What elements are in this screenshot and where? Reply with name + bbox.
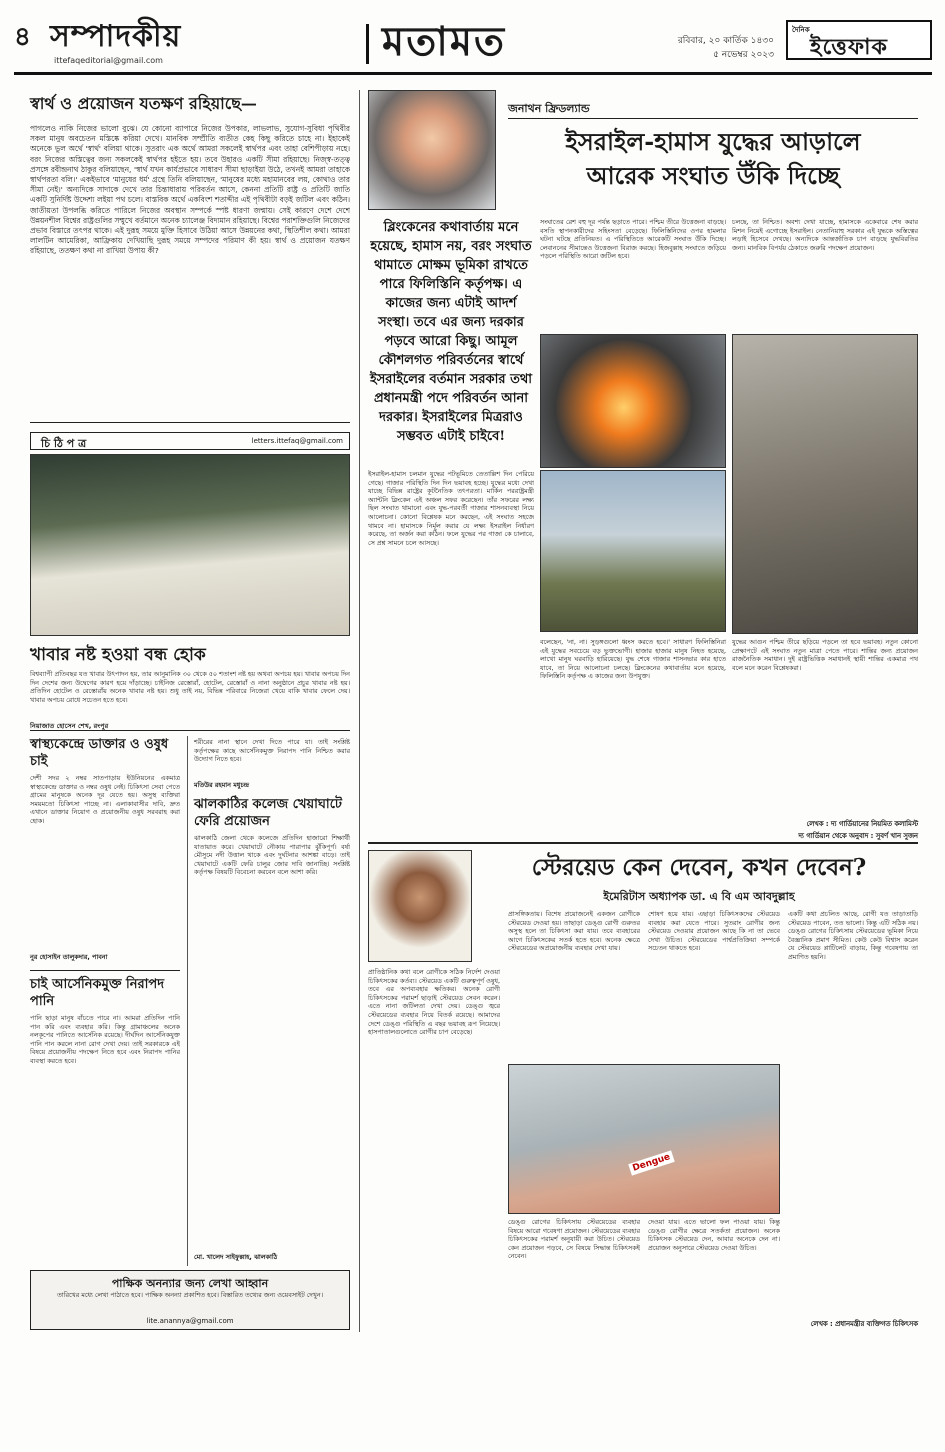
op-ed-1-credit-2: দ্য গার্ডিয়ান থেকে অনুবাদ : সুবর্ণ খান সুজন bbox=[798, 832, 918, 840]
opinion-title: মতামত bbox=[382, 18, 507, 65]
op-ed-1-headline-line-2: আরেক সংঘাত উঁকি দিচ্ছে bbox=[586, 161, 840, 190]
author-photo-freedland bbox=[368, 90, 496, 210]
call-for-writing-headline: পাক্ষিক অনন্যার জন্য লেখা আহ্বান bbox=[111, 1277, 269, 1290]
missile-launcher-photo bbox=[540, 470, 726, 632]
op-ed-2-credit: লেখক : প্রধানমন্ত্রীর ব্যক্তিগত চিকিৎসক bbox=[810, 1320, 918, 1328]
arsenic-body: পানি ছাড়া মানুষ বাঁচতে পারে না। আমরা প্রতিদিন পানি পান করি এবং ব্যবহার করি। কিন্তু গ্রামাঞ্চলের অনেক নলকূপের পানিতে আর্সেনিক রয়েছে। দীর্ঘদিন আর্সেনিকযুক্ত পানি পান করলে নানা রোগ দেখা দেয়। তাই সরকারকে এই বিষয়ে প্রয়োজনীয় পদক্ষেপ নিতে হবে এবং নিরাপদ পানির ব্যবস্থা করতে হবে। bbox=[30, 1014, 180, 1065]
ferry-body: ঝালকাঠি জেলা থেকে কলেজে প্রতিদিন হাজারো শিক্ষার্থী যাতায়াত করে। খেয়াঘাটে নৌকায় পারাপার ঝুঁকিপূর্ণ। বর্ষা মৌসুমে নদী উত্তাল থাকে এবং দুর্ঘটনার আশঙ্কা বাড়ে। তাই খেয়াঘাটে একটি ফেরি চালুর জোর দাবি জানাচ্ছি। সংশ্লিষ্ট কর্তৃপক্ষ বিষয়টি বিবেচনা করবেন বলে আশা করি। bbox=[194, 834, 350, 877]
op-ed-1-body-col-3: চলছে, তা নিশ্চিত। অবশ্য দেখা যাচ্ছে, হামাসকে একেবারে শেষ করার মিশন নিয়েই এগোচ্ছে ইসরাইল। নেতানিয়াহু সরকার এই যুদ্ধকে অস্তিত্বের লড়াই হিসেবে দেখছে। অন্যদিকে আন্তর্জাতিক চাপ বাড়ছে যুদ্ধবিরতির জন্য। মানবিক বিপর্যয় ঠেকাতে জরুরি পদক্ষেপ প্রয়োজন। bbox=[732, 218, 918, 252]
op-ed-1-headline-line-1: ইসরাইল-হামাস যুদ্ধের আড়ালে bbox=[565, 127, 861, 156]
op-ed-2-author: ইমেরিটাস অধ্যাপক ডা. এ বি এম আবদুল্লাহ bbox=[603, 890, 795, 903]
food-waste-photo bbox=[30, 454, 350, 636]
author-photo-abdullah bbox=[368, 850, 472, 962]
editorial-body: পাগলেও নাকি নিজের ভালো বুঝে। যে কোনো ব্যাপারে নিজের উপকার, লাভলাভ, সুযোগ-সুবিধা পৃথিবীর সকল মানুষ অবচেতন মস্তিষ্কে করিয়া দেখে। মানবিক সম্প্রীতি ব্যতীত কেহ কিছু করিতে চাহে না। ইহাকেই অনেকে ভুল অর্থে 'স্বার্থ' বলিয়া থাকে। সুতরাং এক অর্থে আমরা সকলেই স্বার্থপর এবং তাহা বেশিপীড়ায় নহে। বরং নিজের অস্তিত্বের জন্য সকলকেই স্বার্থপর হইতে হয়। তবে উহারও একটি সীমা রহিয়াছে। নিজ্স্ব-তত্ত্ব প্রসঙ্গে রবীন্দ্রনাথ ঠাকুর বলিয়াছেন, 'স্বার্থ যখন কার্যপ্রভাবে সাধারণ সীমা ছাড়াইয়া উঠে, তখনই আমরা তাহাকে স্বার্থপরতা বলি।' একইভাবে 'মানুষের ধর্ম' গ্রন্থে তিনি বলিয়াছেন, 'মানুষের মধ্যে মহামানবের লয়, কোথাও তার সীমা নেই।' অন্যদিকে সাদাকে দেখে তার চিন্তাধারায় পরিবর্তন আসে, কেননা প্রতিটি রাষ্ট্র ও প্রতিটি জাতি একটি সুনির্দিষ্ট উদ্দেশ্য লইয়া পথ চলে। বাস্তবিক অর্থে একবিংশ শতাব্দীর এই পৃথিবীটা বড়ই জটিল এবং কঠিন। জাতীয়তা উপলব্ধি করিতে পারিলে নিজের অবস্থান সম্পর্কে স্পষ্ট ধারণা জন্মায়। সেই কারণে দেশে দেশে উন্নয়নশীল বিশ্বের রাষ্ট্রগুলির সম্মুখে বর্তমানে অনেক চ্যালেঞ্জ বিদ্যমান রহিয়াছে। বিশ্বের পরাশক্তিগুলি নিজেদের প্রভাব বিস্তারে তৎপর থাকে। এই দুরূহ সময়ে মুক্তি হিসাবে উঠিয়া আসে উন্নয়নের কথা, স্থিতিশীল কথা। আমরা লালটিন আমেরিকা, আফ্রিকায় দেখিয়াছি দুরূহ সময়ে সম্পদের পরিমাণ কী হয়। স্বার্থ ও প্রয়োজন যতক্ষণ রহিয়াছে, ততক্ষণ কথা না রাখিয়া উপায় কী? bbox=[30, 124, 350, 256]
op-ed-2-body-col-1: প্রাতিষ্ঠানিক কথা বলে রোগীকে সঠিক নির্দেশ দেওয়া চিকিৎসকের কর্তব্য। স্টেরয়েড একটি গুরুত্বপূর্ণ ওষুধ, তবে এর অপব্যবহার ক্ষতিকর। অনেক রোগী চিকিৎসকের পরামর্শ ছাড়াই স্টেরয়েড সেবন করেন। এতে নানা জটিলতা দেখা দেয়। ডেঙ্গু জ্বরে স্টেরয়েডের ব্যবহার নিয়ে বিতর্ক রয়েছে। আমাদের দেশে ডেঙ্গু পরিস্থিতি এ বছর ভয়াবহ রূপ নিয়েছে। হাসপাতালগুলোতে রোগীর চাপ বেড়েছে। bbox=[368, 968, 500, 1037]
op-ed-1-pull-quote: ব্লিংকেনের কথাবার্তায় মনে হয়েছে, হামাস নয়, বরং সংঘাত থামাতে মোক্ষম ভূমিকা রাখতে পারে ফিলিস্তিনি কর্তৃপক্ষ। এ কাজের জন্য এটাই আদর্শ সংস্থা। তবে এর জন্য দরকার পড়বে আরো কিছু। আমূল কৌশলগত পরিবর্তনের স্বার্থে ইসরাইলের বর্তমান সরকার তথা প্রধানমন্ত্রী পদে পরিবর্তন আনা দরকার। ইসরাইলের মিত্ররাও সম্ভবত এটাই চাইবে! bbox=[369, 220, 533, 444]
logo-small-text: দৈনিক bbox=[792, 26, 810, 34]
letters-label: চি ঠি প ত্র bbox=[41, 437, 87, 450]
mid-body: শরীরের নানা স্থানে দেখা দিতে পারে যা। তাই সংশ্লিষ্ট কর্তৃপক্ষের কাছে আর্সেনিকমুক্ত নিরাপদ পানি নিশ্চিত করার উদ্যোগ নিতে হবে। bbox=[194, 738, 350, 764]
page-number: ৪ bbox=[14, 22, 31, 52]
section-email[interactable]: ittefaqeditorial@gmail.com bbox=[54, 56, 163, 65]
op-ed-2-body-col-4: একটি কথা প্রচলিত আছে, রোগী যত তাড়াতাড়ি স্টেরয়েড পাবেন, তত ভালো। কিন্তু এটি সঠিক নয়। ডেঙ্গু রোগের চিকিৎসায় স্টেরয়েডের ভূমিকা নিয়ে বৈজ্ঞানিক প্রমাণ সীমিত। কেউ কেউ বিশ্বাস করেন যে স্টেরয়েড প্লাটিলেট বাড়ায়, কিন্তু গবেষণায় তা প্রমাণিত হয়নি। bbox=[788, 910, 918, 961]
op-ed-1-body-col-1: ইসরাইল-হামাস চলমান যুদ্ধের পটভূমিতে তেতাল্লিশ দিন পেরিয়ে গেছে। গাজার পরিস্থিতি দিন দিন ভয়াবহ হচ্ছে। যুদ্ধের মধ্যে দেখা যাচ্ছে বিভিন্ন রাষ্ট্রের কূটনৈতিক তৎপরতা। মার্কিন পররাষ্ট্রমন্ত্রী অ্যান্টনি ব্লিংকেন এই অঞ্চল সফর করেছেন। তাঁর সফরের লক্ষ্য ছিল সংঘাত থামানো এবং যুদ্ধ-পরবর্তী গাজার শাসনব্যবস্থা নিয়ে আলোচনা। কোনো বিশ্লেষক মনে করছেন, এই সংঘাত সহজে থামবে না। হামাসকে নির্মূল করার যে লক্ষ্য ইসরাইল নির্ধারণ করেছে, তা অর্জন করা কঠিন। ফলে যুদ্ধের পর গাজা কে চালাবে, সে প্রশ্ন সামনে চলে আসছে। bbox=[368, 470, 534, 547]
op-ed-2-headline: স্টেরয়েড কেন দেবেন, কখন দেবেন? bbox=[531, 854, 867, 881]
letters-divider bbox=[30, 730, 350, 731]
section-name: সম্পাদকীয় bbox=[50, 19, 182, 54]
ferry-author: মো. খালেদ সাইফুল্লাহ, ঝালকাঠি bbox=[194, 1253, 278, 1261]
date-block bbox=[654, 34, 774, 62]
health-headline: স্বাস্থ্যকেন্দ্রে ডাক্তার ও ওষুধ চাই bbox=[30, 737, 169, 769]
gaza-rubble-photo bbox=[732, 334, 918, 634]
call-for-writing-box bbox=[30, 1270, 350, 1330]
op-ed-1-author: জনাথন ফ্রিডল্যান্ড bbox=[508, 102, 590, 115]
op-ed-1-lower-col-3: যুদ্ধের আগুন পশ্চিম তীরে ছড়িয়ে পড়লে তা হবে ভয়াবহ। নতুন কোনো প্রেক্ষাপটে এই সংঘাত নতুন মাত্রা পেতে পারে। শান্তির জন্য প্রয়োজন রাজনৈতিক সমাধান। দুই রাষ্ট্রভিত্তিক সমাধানই স্থায়ী শান্তির একমাত্র পথ বলে মনে করেন বিশ্লেষকরা। bbox=[732, 638, 918, 672]
date-line-2: ৫ নভেম্বর ২০২৩ bbox=[713, 50, 774, 60]
op-ed-2-body-col-3: শোষণ হয়ে যায়। এছাড়া চিকিৎসকদের স্টেরয়েড ব্যবহার করা যেতে পারে। সুতরাং রোগীর জন্য স্টেরয়েড দেওয়ার প্রয়োজন আছে কি না তা ভেবে দেখা উচিত। স্টেরয়েডের পার্শ্বপ্রতিক্রিয়া সম্পর্কে সচেতন থাকতে হবে। bbox=[648, 910, 780, 953]
op-ed-1-author-rule bbox=[508, 118, 918, 119]
date-line-1: রবিবার, ২০ কার্তিক ১৪৩০ bbox=[677, 36, 774, 46]
header-divider bbox=[366, 24, 369, 64]
op-ed-1-lower-col-2: বলেছেন, 'না, না। সুড়ঙ্গগুলো ধ্বংস করতে হবে।' সাধারণ ফিলিস্তিনিরা এই যুদ্ধের সবচেয়ে বড় ভুক্তভোগী। হাজার হাজার মানুষ নিহত হয়েছে, লাখো মানুষ ঘরবাড়ি হারিয়েছে। যুদ্ধ শেষে গাজার শাসনভার কার হাতে যাবে, তা নিয়ে আলোচনা চলছে। ব্লিংকেনের কথাবার্তায় মনে হয়েছে, ফিলিস্তিনি কর্তৃপক্ষ এ কাজের জন্য উপযুক্ত। bbox=[540, 638, 726, 681]
op-ed-2-lower-col-2: ডেঙ্গু রোগের চিকিৎসায় স্টেরয়েডের ব্যবহার বিষয়ে আরো গবেষণা প্রয়োজন। স্টেরয়েডের ব্যবহার চিকিৎসকের পরামর্শ অনুযায়ী করা উচিত। স্টেরয়েড কেন প্রয়োজন পড়বে, সে বিষয়ে সিদ্ধান্ত চিকিৎসকই নেবেন। bbox=[508, 1218, 640, 1261]
newspaper-logo bbox=[786, 20, 932, 60]
main-column-divider bbox=[359, 90, 360, 1332]
food-body: বিশ্বব্যাপী প্রতিবছর যত খাবার উৎপাদন হয়, তার আনুমানিক ৩০ থেকে ৫০ শতাংশ নষ্ট হয় অথবা অপচয় হয়। খাবার অপচয় দিন দিন দেশের জন্য উদ্বেগের কারণ হয়ে দাঁড়াচ্ছে। চাইনিজ রেস্তোরাঁ, হোটেল, রেস্তোরাঁ ও নানা অনুষ্ঠানে প্রচুর খাবার নষ্ট হয়। প্রতিদিন হোটেল ও রেস্তোরাঁয় অনেক খাবার নষ্ট হয়। শুধু তাই নয়, বিভিন্ন পরিবারে নিজেরা খেয়ে বাকি খাবার ফেলে দেয়। খাবার অপচয় রোধে সচেতন হতে হবে। bbox=[30, 670, 350, 704]
masthead bbox=[14, 6, 932, 72]
call-for-writing-body: তারিখের মধ্যে লেখা পাঠাতে হবে। পাক্ষিক অনন্যা প্রকাশিত হবে। বিস্তারিত তথ্যের জন্য ওয়েবসাইট দেখুন। bbox=[57, 1291, 323, 1299]
editorial-headline: স্বার্থ ও প্রয়োজন যতক্ষণ রহিয়াছে— bbox=[30, 94, 257, 113]
food-author: নিয়াজাত হোসেন শেখ, রংপুর bbox=[30, 722, 109, 730]
letters-header bbox=[30, 432, 350, 450]
gaza-explosion-photo bbox=[540, 334, 726, 468]
header-rule bbox=[14, 72, 932, 75]
health-body: দেশী সদর ২ নম্বর সাতপাড়ায় ইউনিয়নের একমাত্র স্বাস্থ্যকেন্দ্রে ডাক্তার ও নম্বর ওষুধ নেই। চিকিৎসা সেবা পেতে গ্রামের মানুষকে অনেক দূর যেতে হয়। অসুস্থ ব্যক্তিরা সময়মতো চিকিৎসা পাচ্ছে না। এলাকাবাসীর দাবি, দ্রুত এখানে ডাক্তার নিয়োগ ও প্রয়োজনীয় ওষুধ সরবরাহ করা হোক। bbox=[30, 774, 180, 825]
letters-email[interactable]: letters.ittefaq@gmail.com bbox=[251, 437, 343, 445]
editorial-bottom-rule bbox=[30, 422, 350, 423]
op-ed-2-lower-col-3: দেওয়া যায়। এতে ভালো ফল পাওয়া যায়। কিন্তু ডেঙ্গু রোগীর ক্ষেত্রে সতর্কতা প্রয়োজন। অনেক চিকিৎসক স্টেরয়েড দেন, আবার অনেকে দেন না। প্রয়োজন অনুসারে স্টেরয়েড দেওয়া উচিত। bbox=[648, 1218, 780, 1252]
op-ed-2-body-col-2: প্রাসঙ্গিকতায়। বিশেষ প্রয়োজনেই একজন রোগীকে স্টেরয়েড দেওয়া হয়। তাছাড়া ডেঙ্গু রোগী গুরুতর অসুস্থ হলে তা চিকিৎসা করা যায়। তবে ব্যবহারের আগে চিকিৎসকের সতর্ক হতে হবে। অনেক ক্ষেত্রে স্টেরয়েডের অপ্রয়োজনীয় ব্যবহার দেখা যায়। bbox=[508, 910, 640, 953]
logo-main-text: ইত্তেফাক bbox=[810, 34, 888, 60]
letters-vertical-rule bbox=[187, 736, 188, 1266]
call-for-writing-email[interactable]: lite.anannya@gmail.com bbox=[146, 1317, 234, 1325]
dengue-label: Dengue bbox=[628, 1150, 674, 1175]
health-author: নুর হোসাইন তালুকদার, পাবনা bbox=[30, 953, 108, 961]
op-ed-1-credit-1: লেখক : দ্য গার্ডিয়ানের নিয়মিত কলামিস্ট bbox=[806, 820, 918, 828]
op-ed-1-body-col-2: সংঘাতের রেশ বহু দূর পর্যন্ত ছড়াতে পারে। পশ্চিম তীরে উত্তেজনা বাড়ছে। বসতি স্থাপনকারীদের সহিংসতা বেড়েছে। ফিলিস্তিনিদের ওপর হামলার ঘটনা ঘটছে প্রতিনিয়ত। এ পরিস্থিতিতে আরেকটি সংঘাত উঁকি দিচ্ছে। লেবাননের সীমান্তেও উত্তেজনা বিরাজ করছে। হিজবুল্লাহ সংঘাতে জড়িয়ে পড়লে পরিস্থিতি আরো জটিল হবে। bbox=[540, 218, 726, 261]
mid-author: মতিউর রহমান মধুচন্দ্র bbox=[194, 781, 249, 789]
arsenic-headline: চাই আর্সেনিকমুক্ত নিরাপদ পানি bbox=[30, 977, 165, 1009]
left-subcol-divider bbox=[30, 970, 180, 971]
food-headline: খাবার নষ্ট হওয়া বন্ধ হোক bbox=[30, 645, 206, 665]
dengue-mosquito-photo bbox=[508, 1064, 780, 1214]
ferry-headline: ঝালকাঠির কলেজ খেয়াঘাটে ফেরি প্রয়োজন bbox=[194, 797, 343, 829]
op-ed-divider bbox=[368, 842, 918, 844]
